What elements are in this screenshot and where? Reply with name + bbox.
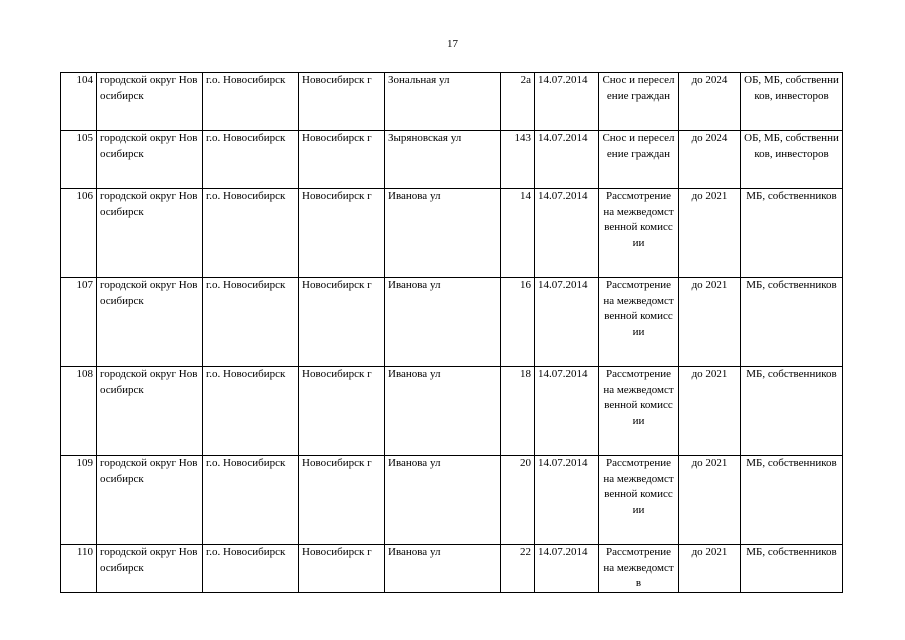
funding-cell: ОБ, МБ, собственников, инвесторов bbox=[741, 131, 843, 189]
date-cell: 14.07.2014 bbox=[535, 73, 599, 131]
page-number: 17 bbox=[447, 38, 458, 50]
date-cell: 14.07.2014 bbox=[535, 456, 599, 545]
urban-district-cell: г.о. Новосибирск bbox=[203, 189, 299, 278]
action-cell: Рассмотрение на межведомственной комиссии bbox=[599, 278, 679, 367]
municipality-cell: городской округ Новосибирск bbox=[97, 189, 203, 278]
municipality-cell: городской округ Новосибирск bbox=[97, 456, 203, 545]
date-cell: 14.07.2014 bbox=[535, 545, 599, 593]
term-cell: до 2021 bbox=[679, 545, 741, 593]
street-cell: Зыряновская ул bbox=[385, 131, 501, 189]
funding-cell: МБ, собственников bbox=[741, 278, 843, 367]
funding-cell: МБ, собственников bbox=[741, 367, 843, 456]
city-cell: Новосибирск г bbox=[299, 131, 385, 189]
row-number: 110 bbox=[61, 545, 97, 593]
term-cell: до 2024 bbox=[679, 131, 741, 189]
urban-district-cell: г.о. Новосибирск bbox=[203, 545, 299, 593]
house-number-cell: 20 bbox=[501, 456, 535, 545]
urban-district-cell: г.о. Новосибирск bbox=[203, 73, 299, 131]
term-cell: до 2021 bbox=[679, 189, 741, 278]
row-number: 105 bbox=[61, 131, 97, 189]
house-number-cell: 18 bbox=[501, 367, 535, 456]
house-number-cell: 22 bbox=[501, 545, 535, 593]
row-number: 107 bbox=[61, 278, 97, 367]
urban-district-cell: г.о. Новосибирск bbox=[203, 456, 299, 545]
house-number-cell: 143 bbox=[501, 131, 535, 189]
action-cell: Рассмотрение на межведомственной комиссии bbox=[599, 456, 679, 545]
urban-district-cell: г.о. Новосибирск bbox=[203, 131, 299, 189]
house-number-cell: 2а bbox=[501, 73, 535, 131]
term-cell: до 2021 bbox=[679, 367, 741, 456]
action-cell: Снос и переселение граждан bbox=[599, 73, 679, 131]
municipality-cell: городской округ Новосибирск bbox=[97, 545, 203, 593]
street-cell: Зональная ул bbox=[385, 73, 501, 131]
street-cell: Иванова ул bbox=[385, 545, 501, 593]
table-row bbox=[61, 73, 843, 131]
table-row bbox=[61, 278, 843, 367]
funding-cell: МБ, собственников bbox=[741, 456, 843, 545]
city-cell: Новосибирск г bbox=[299, 456, 385, 545]
city-cell: Новосибирск г bbox=[299, 73, 385, 131]
city-cell: Новосибирск г bbox=[299, 189, 385, 278]
street-cell: Иванова ул bbox=[385, 456, 501, 545]
city-cell: Новосибирск г bbox=[299, 545, 385, 593]
term-cell: до 2024 bbox=[679, 73, 741, 131]
action-cell: Рассмотрение на межведомственной комиссии bbox=[599, 189, 679, 278]
date-cell: 14.07.2014 bbox=[535, 367, 599, 456]
term-cell: до 2021 bbox=[679, 278, 741, 367]
action-cell: Рассмотрение на межведомственной комиссии bbox=[599, 367, 679, 456]
municipality-cell: городской округ Новосибирск bbox=[97, 367, 203, 456]
action-cell: Снос и переселение граждан bbox=[599, 131, 679, 189]
city-cell: Новосибирск г bbox=[299, 367, 385, 456]
funding-cell: ОБ, МБ, собственников, инвесторов bbox=[741, 73, 843, 131]
table-row bbox=[61, 367, 843, 456]
municipality-cell: городской округ Новосибирск bbox=[97, 278, 203, 367]
table-row bbox=[61, 545, 843, 593]
municipality-cell: городской округ Новосибирск bbox=[97, 73, 203, 131]
street-cell: Иванова ул bbox=[385, 189, 501, 278]
row-number: 106 bbox=[61, 189, 97, 278]
urban-district-cell: г.о. Новосибирск bbox=[203, 367, 299, 456]
term-cell: до 2021 bbox=[679, 456, 741, 545]
street-cell: Иванова ул bbox=[385, 367, 501, 456]
municipality-cell: городской округ Новосибирск bbox=[97, 131, 203, 189]
street-cell: Иванова ул bbox=[385, 278, 501, 367]
row-number: 108 bbox=[61, 367, 97, 456]
table-row bbox=[61, 131, 843, 189]
housing-registry-table bbox=[60, 72, 843, 593]
row-number: 109 bbox=[61, 456, 97, 545]
date-cell: 14.07.2014 bbox=[535, 131, 599, 189]
date-cell: 14.07.2014 bbox=[535, 278, 599, 367]
funding-cell: МБ, собственников bbox=[741, 189, 843, 278]
row-number: 104 bbox=[61, 73, 97, 131]
urban-district-cell: г.о. Новосибирск bbox=[203, 278, 299, 367]
table-row bbox=[61, 456, 843, 545]
house-number-cell: 14 bbox=[501, 189, 535, 278]
city-cell: Новосибирск г bbox=[299, 278, 385, 367]
action-cell: Рассмотрение на межведомств bbox=[599, 545, 679, 593]
house-number-cell: 16 bbox=[501, 278, 535, 367]
funding-cell: МБ, собственников bbox=[741, 545, 843, 593]
table-row bbox=[61, 189, 843, 278]
date-cell: 14.07.2014 bbox=[535, 189, 599, 278]
